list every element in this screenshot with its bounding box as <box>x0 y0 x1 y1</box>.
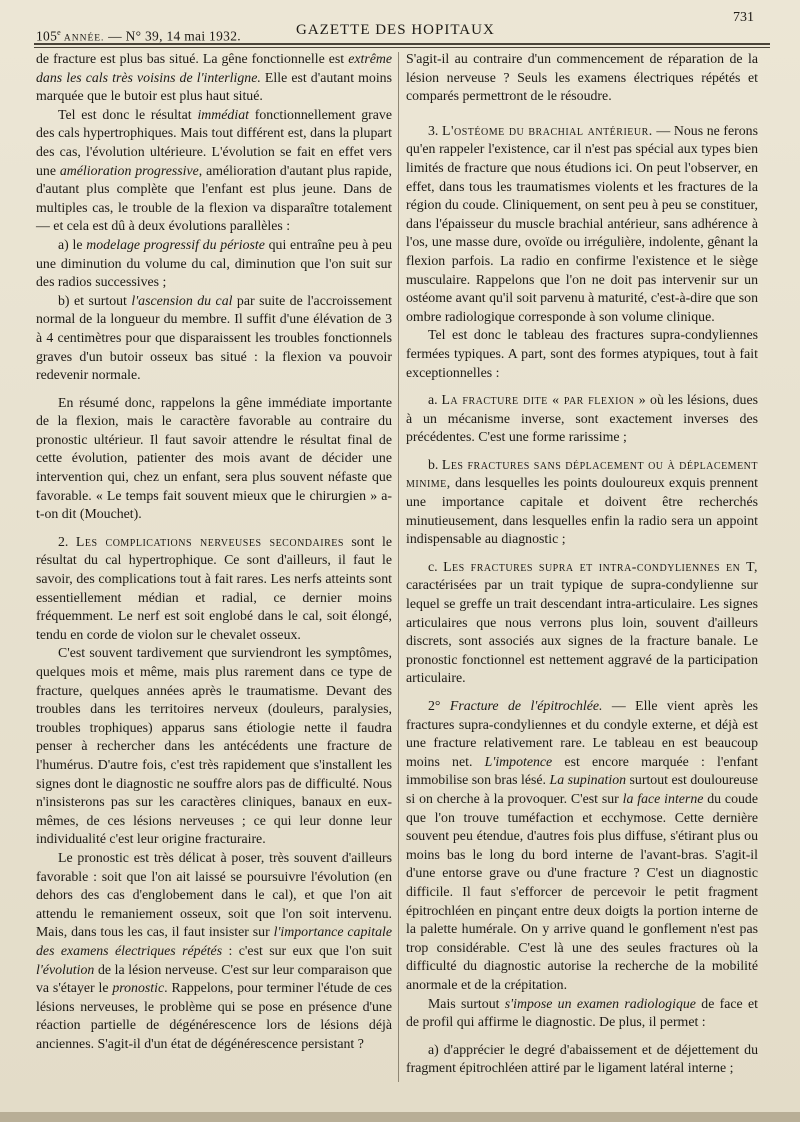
paragraph: Le pronostic est très délicat à poser, très souvent d'ailleurs favorable : soit que l'on ait laissé se poursuivre l'évolution (en dehors des cas d'englobement dans le cal), et que l'on ait attendu le remaniement osseux, soit que l'on soit intervenu. Mais, dans tous les cas, il faut insister sur l'importance capitale des examens électriques répétés : c'est sur eux que l'on suit l'évolution de la lésion nerveuse. C'est sur leur comparaison que va s'étayer le pronostic. Rappelons, pour terminer l'étude de ces lésions nerveuses, le problème qui se pose en présence d'une réaction partielle de dégénérescence lors de lésions déjà anciennes. S'agit-il d'un état de dégénérescence persistant ? <box>36 849 392 1051</box>
header-rule-thin <box>34 47 770 48</box>
page-number: 731 <box>733 10 754 25</box>
paragraph: de fracture est plus bas situé. La gêne fonctionnelle est extrême dans les cals très voisins de l'interligne. Elle est d'autant moins marquée que le butoir est plus haut situé. <box>36 51 392 104</box>
page-bottom-edge <box>0 1112 800 1122</box>
paragraph: Tel est donc le résultat immédiat fonctionnellement grave des cals hypertrophiques. Mais tout différent est, dans la plupart des cas, l'évolution ultérieure. L'évolution se fait en effet vers une amélioration progressive, amélioration d'autant plus rapide, d'autant plus complète que l'enfant est plus jeune. Dans de multiples cas, le trouble de la flexion va disparaître totalement — et cela est dû à deux évolutions parallèles : <box>36 106 392 234</box>
paragraph: Mais surtout s'impose un examen radiologique de face et de profil qui affirme le diagnostic. De plus, il permet : <box>406 995 759 1030</box>
paragraph: b) et surtout l'ascension du cal par suite de l'accroissement normal de la longueur du membre. Il suffit d'une élévation de 3 à 4 centimètres pour que disparaissent les troubles fonctionnels graves d'un butoir osseux bas situé : la flexion va pouvoir redevenir normale. <box>36 292 392 383</box>
paragraph: a) le modelage progressif du périoste qui entraîne peu à peu une diminution du volume du cal, diminution que l'on suit sur des radios successives ; <box>36 236 392 290</box>
paragraph: Tel est donc le tableau des fractures supra-condyliennes fermées typiques. A part, sont des formes atypiques, tout à fait exceptionnelles : <box>406 327 758 380</box>
year-suffix: e <box>57 28 62 37</box>
page-header <box>36 8 760 48</box>
paragraph: c. Les fractures supra et intra-condyliennes en T, caractérisées par un trait typique de supra-condylienne sur lequel se greffe un trait descendant intra-articulaire. Les signes articulaires que nous verrons plus loin, souvent d'ailleurs discrets, sont associés aux signes de la fracture banale. Le pronostic fonctionnel est nettement aggravé de la participation articulaire. <box>406 558 758 686</box>
year-word: ANNÉE. <box>61 33 105 44</box>
paragraph: 3. L'ostéome du brachial antérieur. — Nous ne ferons qu'en rappeler l'existence, car il n'est pas spécial aux types bien limités de fracture que nous étudions ici. On peut l'observer, en effet, dans tous les traumatismes violents et les fractures de la région du coude. Cliniquement, on sent peu à peu se constituer, dans l'épaisseur du muscle brachial antérieur, sans adhérence à l'os, une masse dure, ovoïde ou irrégulière, indolente, gênant la flexion parfois. La radio en confirme l'existence et le siège musculaire. Rappelons que l'on ne doit pas intervenir sur un ostéome avant qu'il soit parvenu à maturité, c'est-à-dire que son ombre radiologique corresponde à son volume clinique. <box>406 122 758 324</box>
paragraph: 2° Fracture de l'épitrochlée. — Elle vient après les fractures supra-condyliennes et du condyle externe, et déjà est une fracture relativement rare. Le tableau en est beaucoup moins net. L'impotence est encore marquée : l'enfant immobilise son bras lésé. La supination surtout est douloureuse si on cherche à la provoquer. C'est sur la face interne du coude que l'on trouve tuméfaction et ecchymose. Cette dernière souvent peu étendue, d'autres fois plus diffuse, s'étirant plus ou moins bas le long du bord interne de l'avant-bras. S'agit-il d'une entorse grave ou d'une fracture ? C'est un diagnostic difficile. Il faut s'efforcer de percevoir le petit fragment épitrochléen en pinçant entre deux doigts la portion interne de la palette humérale. On y arrive quand le gonflement n'est pas trop considérable. C'est là une des seules fractures où la difficulté du diagnostic autorise la recherche de la mobilité anormale et de la crépitation. <box>406 698 758 992</box>
paragraph: b. Les fractures sans déplacement ou à déplacement minime, dans lesquelles les points douloureux exquis prennent une importance capitale et doivent être recherchés minutieusement, dans lesquelles enfin la radio sera un appoint indispensable au diagnostic ; <box>406 456 759 547</box>
paragraph: a. La fracture dite « par flexion » où les lésions, dues à un mécanisme inverse, sont exactement inverses des précédentes. C'est une forme rarissime ; <box>406 392 758 445</box>
issue-date: — N° 39, 14 mai 1932. <box>104 28 241 44</box>
right-column <box>406 50 758 1112</box>
paragraph: 2. Les complications nerveuses secondaires sont le résultat du cal hypertrophique. Ce sont d'ailleurs, il faut le savoir, des complications tout à fait rares. Les nerfs atteints sont essentiellement médian et radial, ce dernier moins fréquemment. Le nerf est soit englobé dans le cal, soit élongé, tendu en corde de violon sur le chevalet osseux. <box>36 533 392 642</box>
header-rule-thick <box>34 43 770 45</box>
paragraph: S'agit-il au contraire d'un commencement de réparation de la lésion nerveuse ? Seuls les examens électriques répétés et comparés permettront de le résoudre. <box>406 51 758 104</box>
paragraph: C'est souvent tardivement que surviendront les symptômes, quelques mois et même, mais plus rarement dans ce type de fracture, quelques années après le traumatisme. Devant des troubles dans les territoires nerveux (douleurs, paralysies, troubles trophiques) apparus sans étiologie nette il faudra penser à rechercher dans les antécédents une fracture de l'humérus. D'autre fois, c'est très rapidement que s'installent les signes dont le diagnostic ne souffre alors pas de difficulté. Nous n'insisterons pas sur les caractères cliniques, banaux en eux-mêmes, de ces lésions nerveuses ; ce qui leur donne leur individualité c'est leur origine fracturaire. <box>36 645 392 847</box>
paragraph: En résumé donc, rappelons la gêne immédiate importante de la flexion, mais le caractère favorable au contraire du pronostic ultérieur. Il faut savoir attendre le résultat final de cette évolution, patienter des mois avant de décider une intervention qui, chez un enfant, sera plus souvent néfaste que favorable. « Le temps fait souvent mieux que le chirurgien » a-t-on dit (Mouchet). <box>36 394 392 522</box>
left-column <box>36 50 392 1112</box>
column-separator <box>398 52 399 1082</box>
paragraph: a) d'apprécier le degré d'abaissement et de déjettement du fragment épitrochléen attiré par le ligament latéral interne ; <box>406 1041 758 1076</box>
journal-title: GAZETTE DES HOPITAUX <box>296 22 495 38</box>
year: 105 <box>36 28 58 44</box>
